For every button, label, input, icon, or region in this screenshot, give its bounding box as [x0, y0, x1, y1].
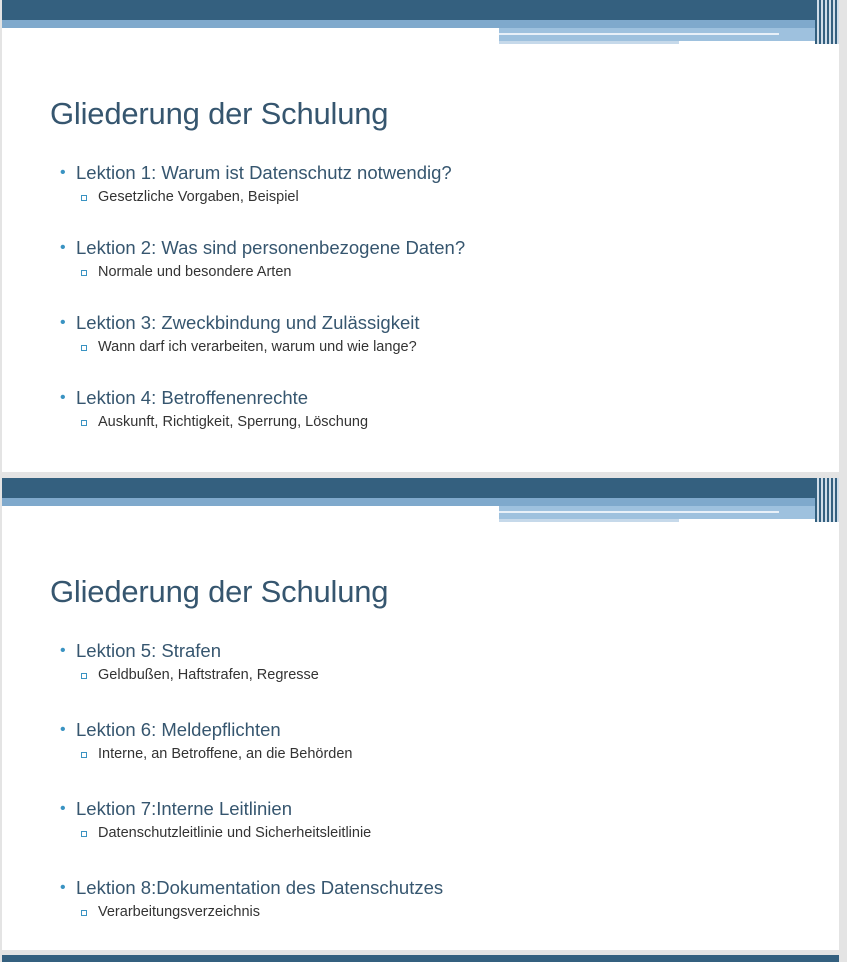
- outline-list: [60, 160, 820, 460]
- outline-item: [60, 385, 820, 460]
- outline-list: [60, 638, 820, 950]
- header-band-line-2: [499, 519, 679, 522]
- lesson-label: • Lektion 2: Was sind personenbezogene Daten?: [60, 235, 820, 261]
- lesson-label: • Lektion 7:Interne Leitlinien: [60, 796, 820, 822]
- lesson-subitem: Auskunft, Richtigkeit, Sperrung, Löschung: [60, 411, 820, 433]
- header-band-light: [2, 498, 839, 506]
- lesson-label: • Lektion 6: Meldepflichten: [60, 717, 820, 743]
- lesson-subitem: Gesetzliche Vorgaben, Beispiel: [60, 186, 820, 208]
- header-band-line: [499, 511, 779, 513]
- lesson-label: • Lektion 3: Zweckbindung und Zulässigkeit: [60, 310, 820, 336]
- lesson-subitem: Interne, an Betroffene, an die Behörden: [60, 743, 820, 765]
- lesson-label: • Lektion 1: Warum ist Datenschutz notwendig?: [60, 160, 820, 186]
- header-band-line: [499, 33, 779, 35]
- lesson-label: • Lektion 8:Dokumentation des Datenschutzes: [60, 875, 820, 901]
- lesson-label: • Lektion 4: Betroffenenrechte: [60, 385, 820, 411]
- slide-1[interactable]: [2, 0, 839, 472]
- outline-item: [60, 160, 820, 235]
- outline-item: [60, 235, 820, 310]
- lesson-subitem: Geldbußen, Haftstrafen, Regresse: [60, 664, 820, 686]
- lesson-subitem: Wann darf ich verarbeiten, warum und wie lange?: [60, 336, 820, 358]
- slide-3-partial[interactable]: [2, 955, 839, 962]
- header-band-gap: [2, 28, 499, 31]
- slide-title: Gliederung der Schulung: [50, 96, 389, 131]
- outline-item: [60, 310, 820, 385]
- header-band-light: [2, 20, 839, 28]
- outline-item: [60, 796, 820, 875]
- header-band-dark: [2, 0, 839, 20]
- slide-title: Gliederung der Schulung: [50, 574, 389, 609]
- header-band-line-2: [499, 41, 679, 44]
- header-stripes: [815, 0, 839, 44]
- outline-item: [60, 875, 820, 950]
- outline-item: [60, 717, 820, 796]
- header-band-dark: [2, 478, 839, 498]
- outline-item: [60, 638, 820, 717]
- slide-2[interactable]: [2, 478, 839, 950]
- lesson-subitem: Normale und besondere Arten: [60, 261, 820, 283]
- lesson-label: • Lektion 5: Strafen: [60, 638, 820, 664]
- lesson-subitem: Verarbeitungsverzeichnis: [60, 901, 820, 923]
- header-stripes: [815, 478, 839, 522]
- lesson-subitem: Datenschutzleitlinie und Sicherheitsleitlinie: [60, 822, 820, 844]
- header-band-dark: [2, 955, 839, 962]
- header-band-gap: [2, 506, 499, 509]
